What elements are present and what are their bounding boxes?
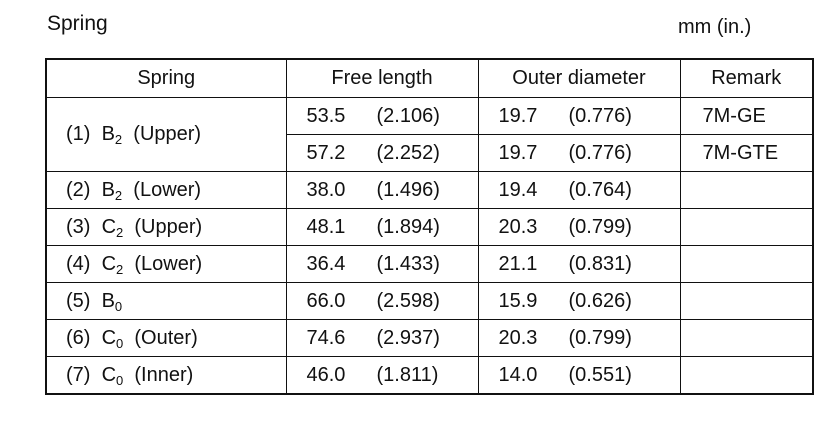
outer-diameter-in: (0.626) [568, 289, 632, 312]
remark-cell [680, 320, 813, 357]
free-length-in: (1.496) [376, 178, 440, 201]
outer-diameter-mm: 19.7 [498, 141, 538, 164]
free-length-in: (1.433) [376, 252, 440, 275]
spring-position: (Upper) [133, 123, 202, 145]
outer-diameter-mm: 20.3 [498, 326, 538, 349]
outer-diameter-cell [478, 172, 680, 209]
spring-number: (7) [66, 363, 91, 386]
outer-diameter-mm: 15.9 [498, 289, 538, 312]
free-length-mm: 57.2 [306, 141, 346, 164]
outer-diameter-mm: 14.0 [498, 363, 538, 386]
free-length-mm: 53.5 [306, 104, 346, 127]
free-length-in: (2.598) [376, 289, 440, 312]
free-length-mm: 46.0 [306, 363, 346, 386]
spring-letter: B [101, 123, 115, 145]
header-outer-diameter: Outer diameter [478, 59, 680, 98]
remark-cell [680, 357, 813, 395]
spring-name-cell [46, 246, 286, 283]
spring-position: (Lower) [133, 178, 202, 201]
spring-letter: C [101, 363, 117, 386]
remark-cell [680, 283, 813, 320]
table-row [46, 320, 813, 357]
spring-name-cell [46, 357, 286, 395]
free-length-cell [286, 283, 478, 320]
outer-diameter-mm: 19.7 [498, 104, 538, 127]
outer-diameter-cell [478, 320, 680, 357]
spring-name-cell [46, 98, 286, 172]
spring-letter: C [101, 215, 117, 238]
free-length-in: (1.894) [376, 215, 440, 238]
free-length-mm: 36.4 [306, 252, 346, 275]
outer-diameter-cell [478, 209, 680, 246]
outer-diameter-in: (0.799) [568, 215, 632, 238]
spring-position: (Lower) [134, 252, 203, 275]
outer-diameter-cell [478, 98, 680, 135]
remark-cell [680, 172, 813, 209]
header-spring: Spring [46, 59, 286, 98]
outer-diameter-mm: 20.3 [498, 215, 538, 238]
header-row [46, 59, 813, 98]
spring-letter: B [101, 289, 115, 312]
spring-spec-table [45, 58, 814, 395]
spring-name-cell [46, 172, 286, 209]
free-length-in: (1.811) [376, 363, 439, 386]
outer-diameter-cell [478, 246, 680, 283]
remark-cell: 7M-GTE [680, 135, 813, 172]
spring-letter: C [101, 252, 117, 275]
table-row [46, 283, 813, 320]
table-row [46, 209, 813, 246]
outer-diameter-in: (0.551) [568, 363, 632, 386]
spring-subscript: 0 [116, 372, 124, 388]
free-length-cell [286, 357, 478, 395]
spring-subscript: 2 [114, 132, 123, 147]
outer-diameter-cell [478, 135, 680, 172]
table-row [46, 357, 813, 395]
free-length-cell [286, 172, 478, 209]
free-length-in: (2.252) [376, 141, 440, 164]
outer-diameter-in: (0.776) [568, 104, 632, 127]
free-length-in: (2.937) [376, 326, 440, 349]
outer-diameter-mm: 21.1 [498, 252, 538, 275]
spring-name-cell [46, 320, 286, 357]
free-length-mm: 74.6 [306, 326, 346, 349]
outer-diameter-in: (0.776) [568, 141, 632, 164]
spring-position: (Inner) [134, 363, 194, 386]
spring-number: (6) [66, 326, 91, 349]
spring-subscript: 2 [114, 187, 123, 203]
free-length-cell [286, 246, 478, 283]
spring-number: (5) [66, 289, 91, 312]
table-row [46, 246, 813, 283]
spring-subscript: 0 [114, 298, 123, 314]
outer-diameter-cell [478, 283, 680, 320]
spring-number: (1) [66, 123, 91, 145]
outer-diameter-mm: 19.4 [498, 178, 538, 201]
spring-subscript: 2 [116, 261, 124, 277]
free-length-cell [286, 135, 478, 172]
table-title: Spring [47, 12, 108, 35]
spring-subscript: 0 [116, 335, 124, 351]
free-length-cell [286, 209, 478, 246]
spring-letter: C [101, 326, 117, 349]
spring-number: (2) [66, 178, 91, 201]
spring-name-cell [46, 209, 286, 246]
remark-cell [680, 246, 813, 283]
free-length-mm: 66.0 [306, 289, 346, 312]
spring-letter: B [101, 178, 115, 201]
header-remark: Remark [680, 59, 813, 98]
spring-subscript: 2 [116, 224, 124, 240]
outer-diameter-in: (0.799) [568, 326, 632, 349]
table-row [46, 172, 813, 209]
outer-diameter-in: (0.764) [568, 178, 632, 201]
free-length-in: (2.106) [376, 104, 440, 127]
outer-diameter-cell [478, 357, 680, 395]
spring-position: (Upper) [134, 215, 203, 238]
free-length-cell [286, 320, 478, 357]
header-free-length: Free length [286, 59, 478, 98]
spring-name-cell [46, 283, 286, 320]
unit-label: mm (in.) [678, 16, 752, 38]
free-length-mm: 38.0 [306, 178, 346, 201]
outer-diameter-in: (0.831) [568, 252, 632, 275]
free-length-mm: 48.1 [306, 215, 346, 238]
spring-position: (Outer) [134, 326, 198, 349]
remark-cell: 7M-GE [680, 98, 813, 135]
free-length-cell [286, 98, 478, 135]
spring-number: (4) [66, 252, 91, 275]
spring-number: (3) [66, 215, 91, 238]
table-row [46, 98, 813, 135]
remark-cell [680, 209, 813, 246]
